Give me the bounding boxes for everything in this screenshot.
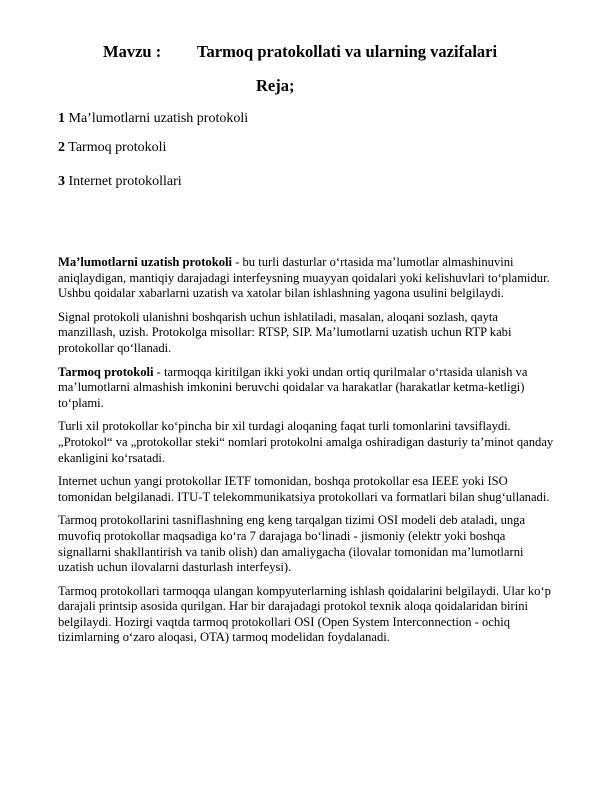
plan-item-text: Ma’lumotlarni uzatish protokoli — [68, 111, 249, 126]
paragraph-data-transfer-protocol — [58, 255, 558, 302]
plan-item-2 — [58, 139, 166, 157]
paragraph-osi-model — [58, 584, 558, 646]
plan-item-number: 2 — [58, 140, 65, 155]
topic-label: Mavzu : — [103, 42, 162, 61]
plan-item-text: Tarmoq protokoli — [68, 140, 167, 155]
paragraph-text: - bu turli dasturlar o‘rtasida ma’lumotlar almashinuvini aniqlaydigan, mantiqiy darajadagi interfeysning muayyan qoidalari yoki kelishuvlari to‘plamidur. Ushbu qoidalar xabarlarni uzatish va xatolar bilan ishlashning yagona usulini belgilaydi. — [58, 255, 550, 301]
paragraph-lead: Ma’lumotlarni uzatish protokoli — [58, 255, 232, 269]
paragraph-signal-protocol — [58, 310, 558, 357]
plan-item-3 — [58, 173, 182, 191]
paragraph-text: Signal protokoli ulanishni boshqarish uchun ishlatiladi, masalan, aloqani sozlash, qayta manzillash, uzish. Protokolga misollar: RTSP, SIP. Ma’lumotlarni uzatish uchun RTP kabi protokollar qo‘llanadi. — [58, 309, 512, 355]
body-text — [58, 255, 558, 654]
plan-item-text: Internet protokollari — [68, 174, 182, 189]
paragraph-text: - tarmoqqa kiritilgan ikki yoki undan ortiq qurilmalar o‘rtasida ulanish va ma’lumotlarni almashish imkonini beruvchi qoidalar va harakatlar (harakatlar ketma-ketligi) to‘plami. — [58, 364, 528, 410]
plan-item-1 — [58, 110, 248, 128]
paragraph-text: Internet uchun yangi protokollar IETF tomonidan, boshqa protokollar esa IEEE yoki ISO tomonidan belgilanadi. ITU-T telekommunikatsiya protokollari va formatlari bilan shug‘ullanadi. — [58, 474, 550, 504]
plan-heading: Reja; — [256, 76, 295, 95]
paragraph-osi-classification — [58, 513, 558, 575]
plan-item-number: 3 — [58, 174, 65, 189]
page-title: Tarmoq pratokollati va ularning vazifalari — [197, 42, 498, 61]
paragraph-standards-bodies — [58, 474, 558, 505]
paragraph-protocol-stack — [58, 419, 558, 466]
paragraph-text: Tarmoq protokollari tarmoqqa ulangan kompyuterlarning ishlash qoidalarini belgilaydi. Ular ko‘p darajali printsip asosida qurilgan. Har bir darajadagi protokol texnik aloqa qoidalaridan birini belgilaydi. Hozirgi vaqtda tarmoq protokollari OSI (Open System Interconnection - ochiq tizimlarning o‘zaro aloqasi, OTA) tarmoq modelidan foydalanadi. — [58, 583, 551, 645]
paragraph-text: Tarmoq protokollarini tasniflashning eng keng tarqalgan tizimi OSI modeli deb ataladi, unga muvofiq protokollar maqsadiga ko‘ra 7 darajaga bo‘linadi - jismoniy (elektr yoki boshqa signallarni shakllantirish va tanib olish) dan amaliygacha (ilovalar tomonidan ma’lumotlarni uzatish uchun ilovalarni dasturlash interfeysi). — [58, 513, 526, 575]
paragraph-lead: Tarmoq protokoli — [58, 364, 154, 379]
paragraph-text: Turli xil protokollar ko‘pincha bir xil turdagi aloqaning faqat turli tomonlarini tavsiflaydi. „Protokol“ va „protokollar steki“ nomlari protokolni amalga oshiradigan dasturiy ta’minot qanday ekanligini ko‘rsatadi. — [58, 419, 554, 465]
plan-item-number: 1 — [58, 111, 65, 126]
paragraph-network-protocol — [58, 365, 558, 412]
